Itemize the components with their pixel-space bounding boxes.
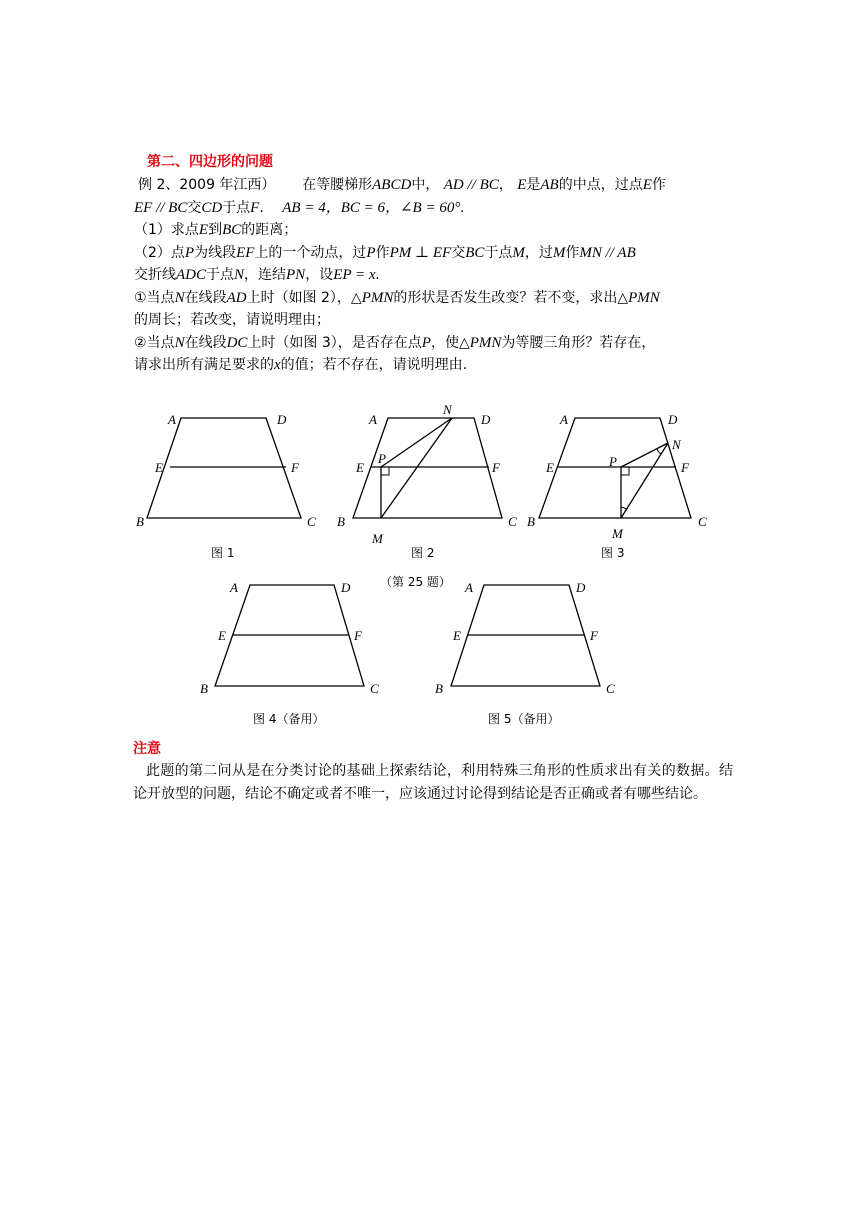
fig2-label-a: A — [369, 412, 377, 427]
fig3-right-angle — [621, 467, 629, 475]
fig4-label-b: B — [200, 681, 208, 696]
fig2-mn-line — [381, 418, 452, 518]
fig2-label-e: E — [356, 460, 364, 475]
fig3-label-c: C — [698, 514, 707, 529]
fig5-label-c: C — [606, 681, 615, 696]
fig2-label-d: D — [481, 412, 491, 427]
fig2-label-m: M — [372, 531, 383, 546]
fig4-label-f: F — [354, 628, 362, 643]
fig4-label-d: D — [341, 580, 351, 595]
fig1-label-a: A — [168, 412, 176, 427]
fig3-mn-line — [621, 443, 668, 518]
fig5-label-b: B — [435, 681, 443, 696]
fig2-label-f: F — [492, 460, 500, 475]
fig1-label-b: B — [136, 514, 144, 529]
fig1-trapezoid — [147, 418, 301, 518]
fig5-label-f: F — [590, 628, 598, 643]
fig1-label-c: C — [307, 514, 316, 529]
note-body: 此题的第二问从是在分类讨论的基础上探索结论，利用特殊三角形的性质求出有关的数据。结论开放型的问题，结论不确定或者不唯一，应该通过讨论得到结论是否正确或者有哪些结论。 — [133, 763, 733, 802]
section-title: 第二、四边形的问题 — [147, 154, 273, 170]
fig2-pn-line — [381, 418, 452, 467]
fig4-label-a: A — [230, 580, 238, 595]
note-title: 注意 — [133, 741, 161, 757]
fig4-label-c: C — [370, 681, 379, 696]
problem-line-8: ②当点N在线段DC上时（如图 3），是否存在点P，使△PMN为等腰三角形？若存在， — [134, 334, 656, 351]
problem-line-3: （1）求点E到BC的距离； — [134, 222, 298, 238]
problem-line-7: 的周长；若改变，请说明理由； — [134, 312, 330, 328]
fig2-label-n: N — [443, 402, 452, 417]
fig1-label-f: F — [291, 460, 299, 475]
problem-line-2: EF // BC交CD于点F． AB = 4，BC = 6，∠B = 60°. — [134, 199, 465, 216]
problem-line-4: （2）点P为线段EF上的一个动点，过P作PM ⊥ EF交BC于点M，过M作MN // AB — [134, 244, 636, 261]
fig5-caption: 图 5（备用） — [488, 712, 560, 726]
fig4-label-e: E — [218, 628, 226, 643]
problem-line-1: 例 2、2009 年江西） 在等腰梯形ABCD中， AD // BC， E是AB的中点，过点E作 — [138, 177, 666, 193]
fig5-label-a: A — [465, 580, 473, 595]
fig1-caption: 图 1 — [211, 546, 235, 560]
fig3-label-b: B — [527, 514, 535, 529]
fig2-label-c: C — [508, 514, 517, 529]
fig4-caption: 图 4（备用） — [253, 712, 325, 726]
fig2-right-angle — [381, 467, 389, 475]
fig3-label-m: M — [612, 526, 623, 541]
fig3-caption: 图 3 — [601, 546, 625, 560]
fig1-label-d: D — [277, 412, 287, 427]
fig2-trapezoid — [353, 418, 502, 518]
problem-number-caption: （第 25 题） — [380, 575, 451, 589]
fig2-caption: 图 2 — [411, 546, 435, 560]
fig3-label-p: P — [609, 454, 617, 469]
fig2-label-p: P — [378, 451, 386, 466]
fig3-label-d: D — [668, 412, 678, 427]
problem-line-5: 交折线ADC于点N，连结PN，设EP = x. — [134, 267, 380, 283]
problem-line-9: 请求出所有满足要求的x的值；若不存在，请说明理由. — [134, 357, 468, 373]
fig3-label-n: N — [672, 437, 681, 452]
fig5-label-e: E — [453, 628, 461, 643]
fig1-label-e: E — [155, 460, 163, 475]
fig3-label-e: E — [546, 460, 554, 475]
problem-line-6: ①当点N在线段AD上时（如图 2），△PMN的形状是否发生改变？若不变，求出△PMN — [134, 289, 660, 306]
fig3-label-a: A — [560, 412, 568, 427]
fig3-angle-mark-m — [621, 507, 627, 510]
fig5-label-d: D — [576, 580, 586, 595]
fig3-label-f: F — [681, 460, 689, 475]
fig2-label-b: B — [337, 514, 345, 529]
